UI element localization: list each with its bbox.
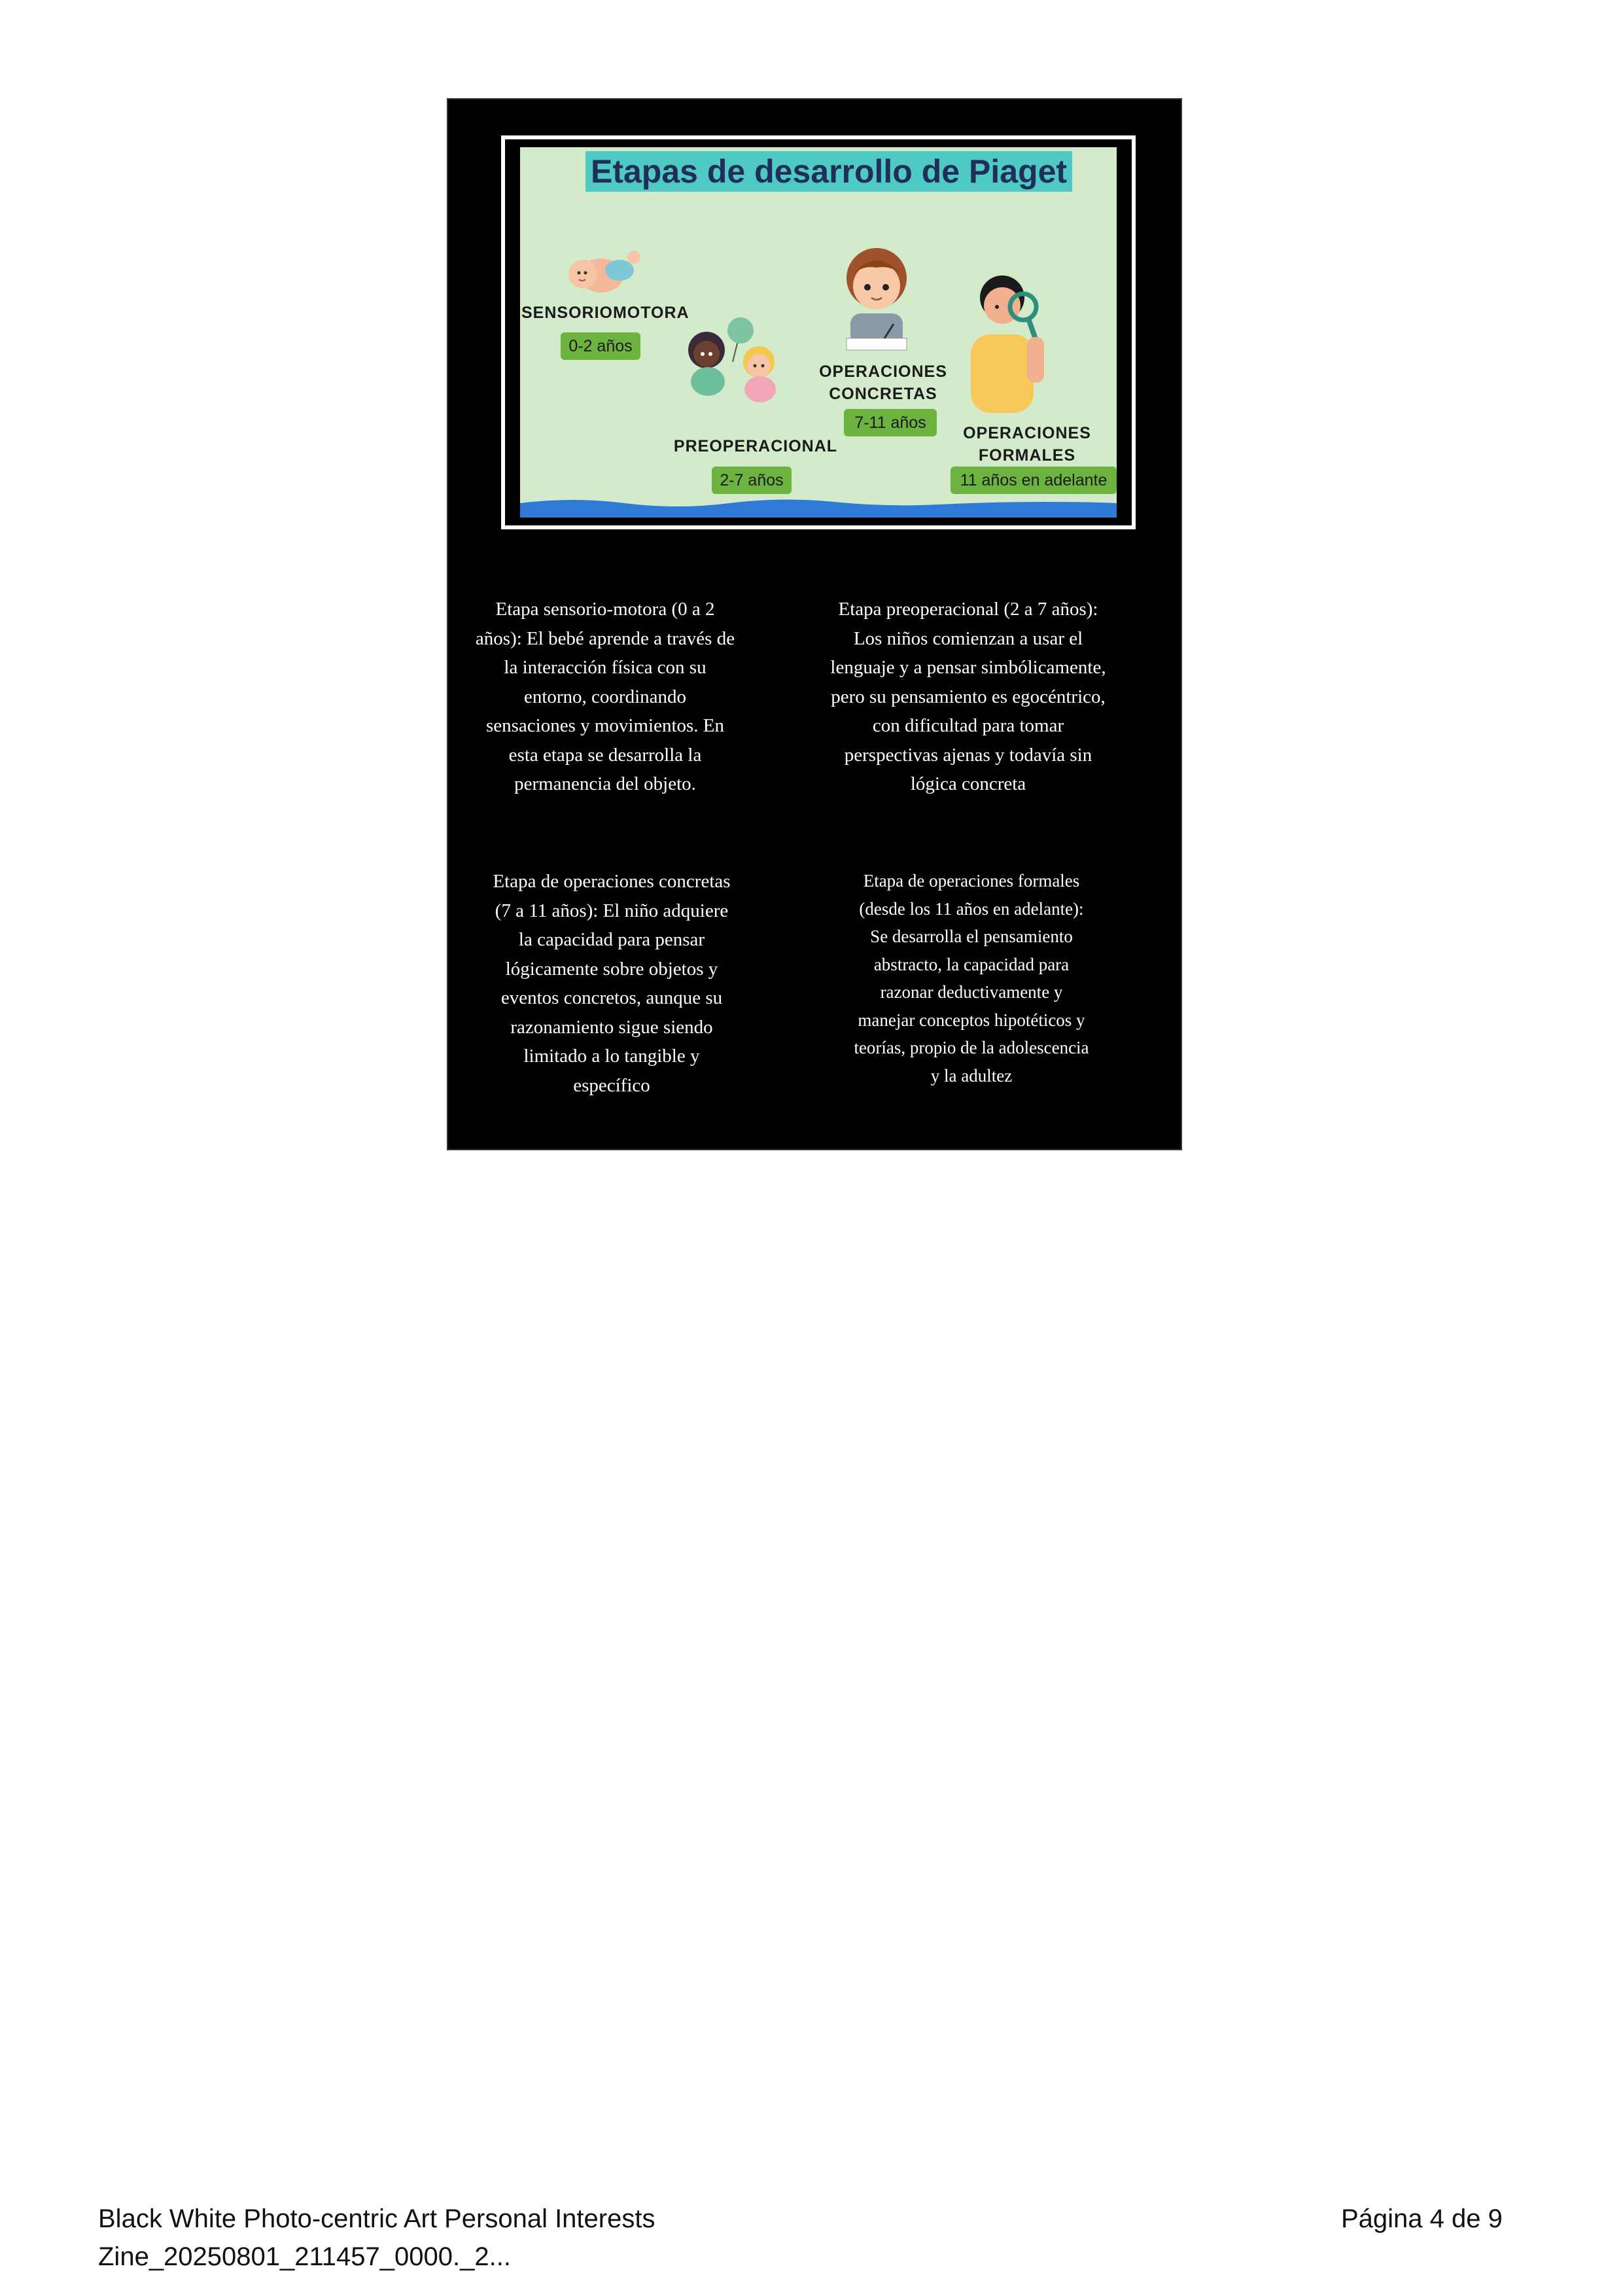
infographic <box>520 147 1117 518</box>
text-line: eventos concretos, aunque su <box>500 987 723 1008</box>
stage-name-concretas <box>808 361 958 405</box>
text-line: específico <box>573 1074 650 1096</box>
text-line: la capacidad para pensar <box>518 929 705 950</box>
stage-name-formales <box>949 422 1106 467</box>
text-line: la interacción física con su <box>504 657 707 678</box>
boy-writing-illustration <box>824 240 929 361</box>
page-card <box>447 98 1182 1150</box>
text-line: abstracto, la capacidad para <box>873 954 1070 974</box>
infographic-frame <box>501 135 1136 529</box>
text-line: y la adultez <box>930 1065 1013 1086</box>
age-badge-concretas: 7-11 años <box>844 409 937 436</box>
stage-name-sensoriomotora: SENSORIOMOTORA <box>521 304 689 322</box>
infographic-title: Etapas de desarrollo de Piaget <box>585 151 1072 192</box>
stage-name-formales-line1: OPERACIONES <box>963 424 1091 442</box>
text-line: Etapa de operaciones concretas <box>493 871 731 892</box>
text-line: con dificultad para tomar <box>872 715 1064 736</box>
footer-document-name-line2: Zine_20250801_211457_0000._2... <box>98 2242 511 2271</box>
stage-name-concretas-line2: CONCRETAS <box>829 385 937 403</box>
text-line: perspectivas ajenas y todavía sin <box>844 744 1092 766</box>
text-line: pero su pensamiento es egocéntrico, <box>831 686 1106 707</box>
text-line: esta etapa se desarrolla la <box>508 744 702 766</box>
wave-decoration <box>520 494 1117 518</box>
age-badge-preoperacional: 2-7 años <box>712 467 792 494</box>
description-concretas <box>471 867 752 1100</box>
stage-name-formales-line2: FORMALES <box>978 446 1076 465</box>
boy-magnifier-illustration <box>955 272 1073 422</box>
text-line: Los niños comienzan a usar el <box>853 627 1083 649</box>
age-badge-sensoriomotora: 0-2 años <box>561 332 640 360</box>
text-line: razonar deductivamente y <box>880 982 1063 1002</box>
stage-name-preoperacional: PREOPERACIONAL <box>673 437 838 455</box>
text-line: sensaciones y movimientos. En <box>485 715 725 736</box>
text-line: razonamiento sigue siendo <box>510 1016 713 1038</box>
text-line: limitado a lo tangible y <box>523 1046 700 1067</box>
description-formales <box>828 867 1115 1089</box>
text-line: lenguaje y a pensar simbólicamente, <box>830 657 1106 678</box>
text-line: Etapa preoperacional (2 a 7 años): <box>838 599 1098 620</box>
footer-document-name <box>98 2200 883 2276</box>
text-line: lógicamente sobre objetos y <box>505 958 718 980</box>
text-line: Etapa de operaciones formales <box>863 871 1080 891</box>
text-line: Se desarrolla el pensamiento <box>870 927 1073 946</box>
description-preoperacional <box>814 595 1122 799</box>
baby-illustration <box>561 244 652 303</box>
text-line: teorías, propio de la adolescencia <box>854 1038 1089 1057</box>
text-line: Etapa sensorio-motora (0 a 2 <box>495 599 715 620</box>
description-sensoriomotora <box>461 595 749 799</box>
text-line: años): El bebé aprende a través de <box>475 627 735 649</box>
toddlers-illustration <box>667 316 798 414</box>
text-line: manejar conceptos hipotéticos y <box>858 1010 1085 1030</box>
text-line: (7 a 11 años): El niño adquiere <box>495 900 729 921</box>
footer-page-indicator: Página 4 de 9 <box>1341 2204 1503 2233</box>
text-line: lógica concreta <box>910 773 1026 794</box>
footer-document-name-line1: Black White Photo-centric Art Personal Interests <box>98 2204 655 2233</box>
text-line: (desde los 11 años en adelante): <box>859 898 1084 919</box>
stage-name-concretas-line1: OPERACIONES <box>819 362 947 381</box>
text-line: permanencia del objeto. <box>514 773 696 794</box>
text-line: entorno, coordinando <box>523 686 687 707</box>
age-badge-formales: 11 años en adelante <box>951 467 1117 494</box>
